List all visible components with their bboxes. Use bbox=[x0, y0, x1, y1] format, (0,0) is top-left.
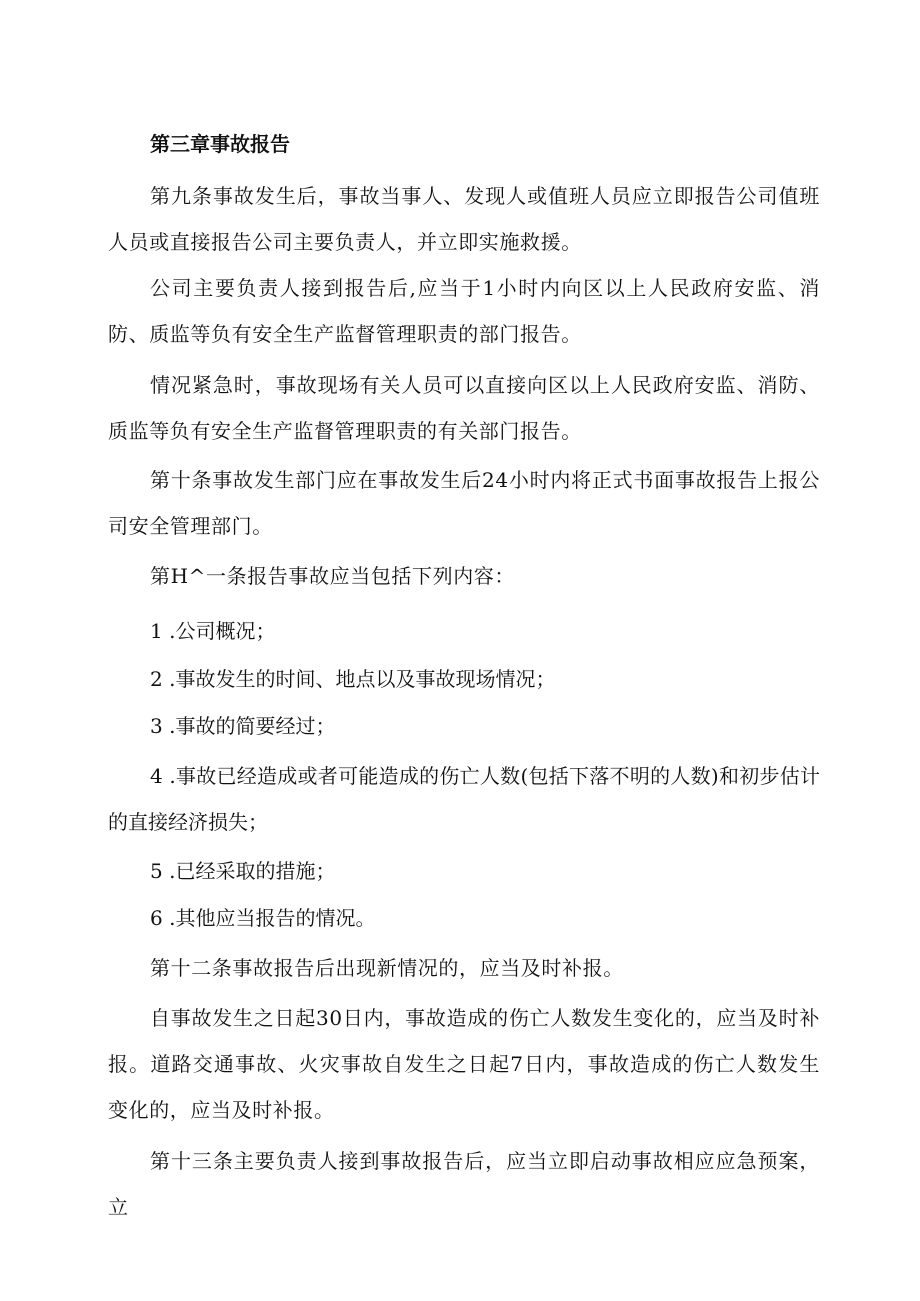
list-item-6: 6 .其他应当报告的情况。 bbox=[150, 906, 376, 930]
list-item-1: 1 .公司概况； bbox=[150, 619, 276, 643]
paragraph-report-within-hour: 公司主要负责人接到报告后,应当于1小时内向区以上人民政府安监、消防、质监等负有安全生产监督管理职责的部门报告。 bbox=[108, 276, 820, 346]
list-item-5: 5 .已经采取的措施； bbox=[150, 859, 336, 883]
list-item-2: 2 .事故发生的时间、地点以及事故现场情况； bbox=[150, 667, 556, 691]
list-item-3: 3 .事故的简要经过； bbox=[150, 714, 336, 738]
paragraph-article-10: 第十条事故发生部门应在事故发生后24小时内将正式书面事故报告上报公司安全管理部门。 bbox=[108, 468, 820, 538]
paragraph-emergency-report: 情况紧急时，事故现场有关人员可以直接向区以上人民政府安监、消防、质监等负有安全生产监督管理职责的有关部门报告。 bbox=[108, 373, 820, 443]
paragraph-article-11: 第H^一条报告事故应当包括下列内容： bbox=[150, 564, 515, 588]
list-item-4: 4 .事故已经造成或者可能造成的伤亡人数(包括下落不明的人数)和初步估计的直接经济损失； bbox=[108, 764, 820, 834]
paragraph-article-12: 第十二条事故报告后出现新情况的，应当及时补报。 bbox=[150, 956, 624, 980]
paragraph-30-day-update: 自事故发生之日起30日内，事故造成的伤亡人数发生变化的，应当及时补报。道路交通事故、火灾事故自发生之日起7日内，事故造成的伤亡人数发生变化的，应当及时补报。 bbox=[108, 1006, 820, 1122]
paragraph-article-13: 第十三条主要负责人接到事故报告后，应当立即启动事故相应应急预案，立 bbox=[108, 1149, 820, 1219]
paragraph-article-9: 第九条事故发生后，事故当事人、发现人或值班人员应立即报告公司值班人员或直接报告公司主要负责人，并立即实施救援。 bbox=[108, 184, 820, 254]
chapter-title: 第三章事故报告 bbox=[150, 132, 290, 156]
